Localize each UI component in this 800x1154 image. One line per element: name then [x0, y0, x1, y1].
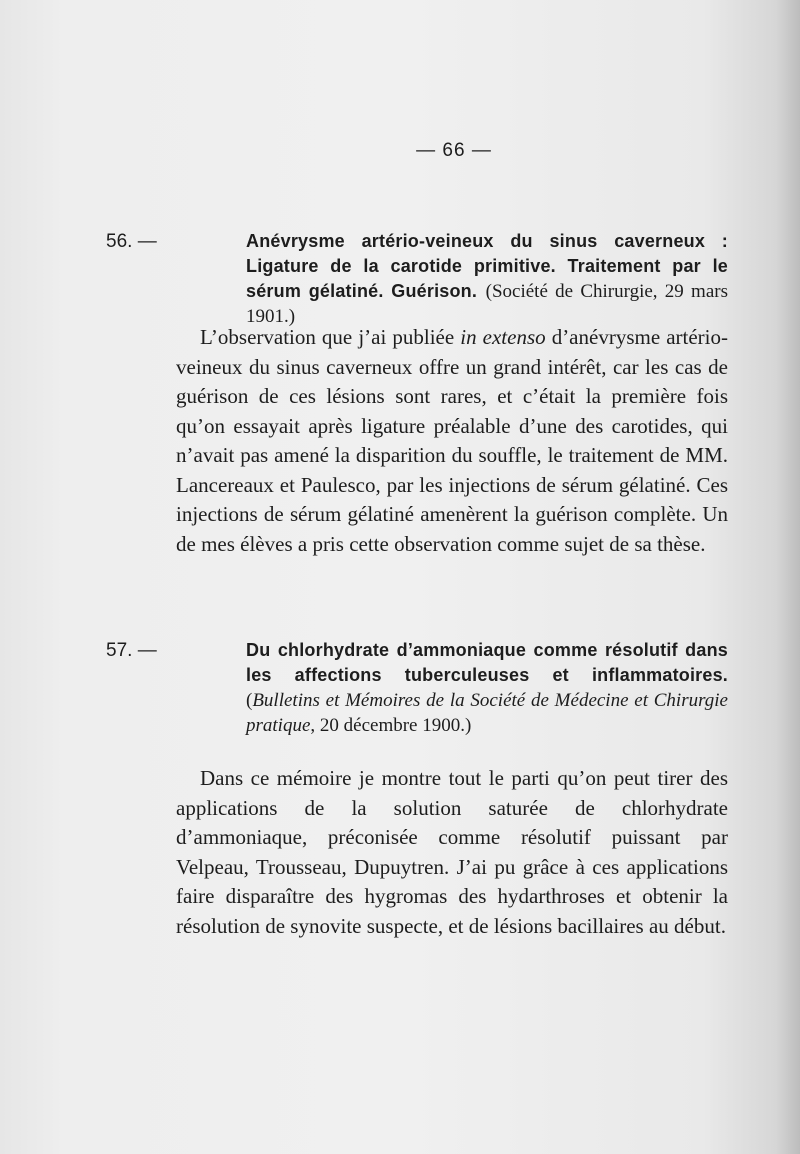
- entry-57-heading: [106, 638, 728, 738]
- page-number: — 66 —: [416, 140, 492, 161]
- entry-56-body: [176, 323, 728, 559]
- entry-56-body-italic: in extenso: [460, 325, 546, 349]
- entry-57-source-open: (: [246, 690, 253, 711]
- entry-56-body-rest: d’anévrysme artério-veineux du sinus caverneux offre un grand intérêt, car les cas de guérison de ces lésions sont rares, et c’était la première fois qu’on essayait après ligature préalable d’une des carotides, qui n’avait pas amené la disparition du souffle, le traitement de MM. Lancereaux et Paulesco, par les injections de sérum gélatiné. Ces injections de sérum gélatiné amenèrent la guérison complète. Un de mes élèves a pris cette observation comme sujet de sa thèse.: [176, 325, 729, 556]
- entry-57-body: Dans ce mémoire je montre tout le parti qu’on peut tirer des applications de la solution saturée de chlorhydrate d’ammoniaque, préconisée comme résolutif puissant par Velpeau, Trousseau, Dupuytren. J’ai pu grâce à ces applications faire disparaître des hygromas des hydarthroses et obtenir la résolution de synovite suspecte, et de lésions bacillaires au début.: [176, 766, 728, 938]
- entry-57-source: [246, 690, 728, 736]
- entry-57-title: Du chlorhydrate d’ammoniaque comme résolutif dans les affections tuberculeuses et inflammatoires.: [246, 640, 728, 685]
- entry-57-number: 57. —: [106, 640, 157, 661]
- entry-57-source-rest: , 20 décembre 1900.): [310, 715, 472, 736]
- entry-56-source: (Société de Chirurgie, 29 mars 1901.): [246, 281, 728, 327]
- entry-56-title: Anévrysme artério-veineux du sinus caverneux : Ligature de la carotide primitive. Traitement par le sérum gélatiné. Guérison.: [246, 231, 728, 301]
- entry-56-number: 56. —: [106, 231, 157, 252]
- entry-57-source-italic: Bulletins et Mémoires de la Société de Médecine et Chirurgie pratique: [246, 690, 728, 736]
- entry-56-heading: [106, 229, 728, 329]
- entry-56-body-start: L’observation que j’ai publiée: [200, 325, 461, 349]
